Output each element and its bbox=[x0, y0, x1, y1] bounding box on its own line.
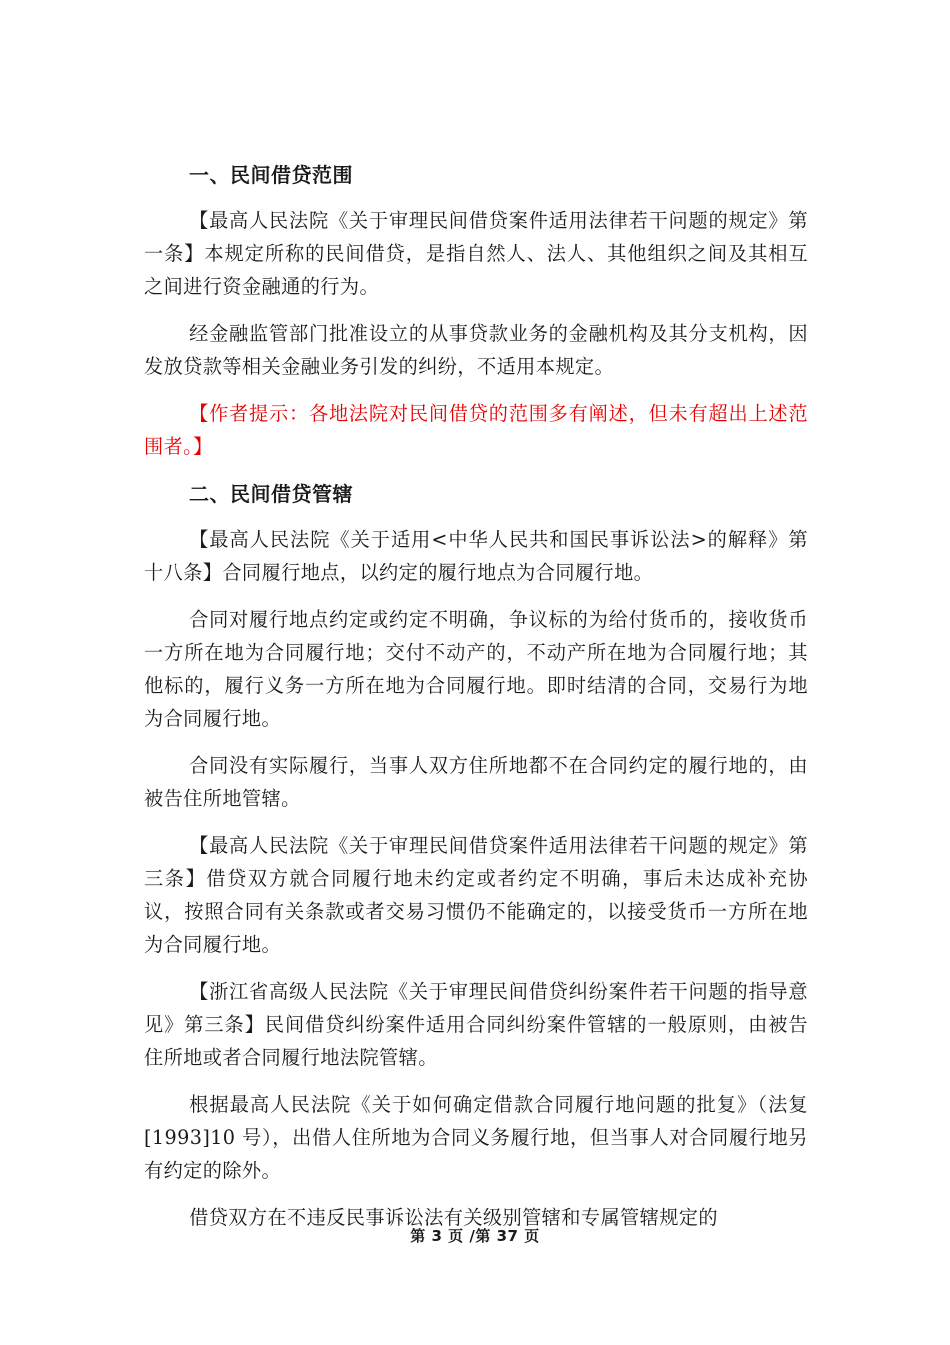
paragraph: 【最高人民法院《关于适用<中华人民共和国民事诉讼法>的解释》第十八条】合同履行地点，以约定的履行地点为合同履行地。 bbox=[144, 528, 808, 584]
paragraph: 合同对履行地点约定或约定不明确，争议标的为给付货币的，接收货币一方所在地为合同履行地；交付不动产的，不动产所在地为合同履行地；其他标的，履行义务一方所在地为合同履行地。即时结清的合同，交易行为地为合同履行地。 bbox=[144, 608, 808, 730]
paragraph: 【最高人民法院《关于审理民间借贷案件适用法律若干问题的规定》第三条】借贷双方就合同履行地未约定或者约定不明确，事后未达成补充协议，按照合同有关条款或者交易习惯仍不能确定的，以接受货币一方所在地为合同履行地。 bbox=[144, 834, 808, 956]
page-number-footer: 第 3 页 /第 37 页 bbox=[410, 1227, 540, 1245]
author-note: 【作者提示：各地法院对民间借贷的范围多有阐述，但未有超出上述范围者。】 bbox=[144, 402, 808, 458]
paragraph: 【浙江省高级人民法院《关于审理民间借贷纠纷案件若干问题的指导意见》第三条】民间借贷纠纷案件适用合同纠纷案件管辖的一般原则，由被告住所地或者合同履行地法院管辖。 bbox=[144, 980, 808, 1069]
paragraph: 借贷双方在不违反民事诉讼法有关级别管辖和专属管辖规定的 bbox=[189, 1206, 718, 1229]
paragraph: 合同没有实际履行，当事人双方住所地都不在合同约定的履行地的，由被告住所地管辖。 bbox=[144, 754, 808, 810]
paragraph: 【最高人民法院《关于审理民间借贷案件适用法律若干问题的规定》第一条】本规定所称的民间借贷，是指自然人、法人、其他组织之间及其相互之间进行资金融通的行为。 bbox=[144, 209, 808, 298]
paragraph: 经金融监管部门批准设立的从事贷款业务的金融机构及其分支机构，因发放贷款等相关金融业务引发的纠纷，不适用本规定。 bbox=[144, 322, 808, 378]
document-body bbox=[144, 158, 808, 1248]
paragraph: 根据最高人民法院《关于如何确定借款合同履行地问题的批复》（法复[1993]10 号），出借人住所地为合同义务履行地，但当事人对合同履行地另有约定的除外。 bbox=[144, 1093, 808, 1182]
section-heading-2: 二、民间借贷管辖 bbox=[189, 482, 353, 506]
section-heading-1: 一、民间借贷范围 bbox=[189, 163, 353, 187]
